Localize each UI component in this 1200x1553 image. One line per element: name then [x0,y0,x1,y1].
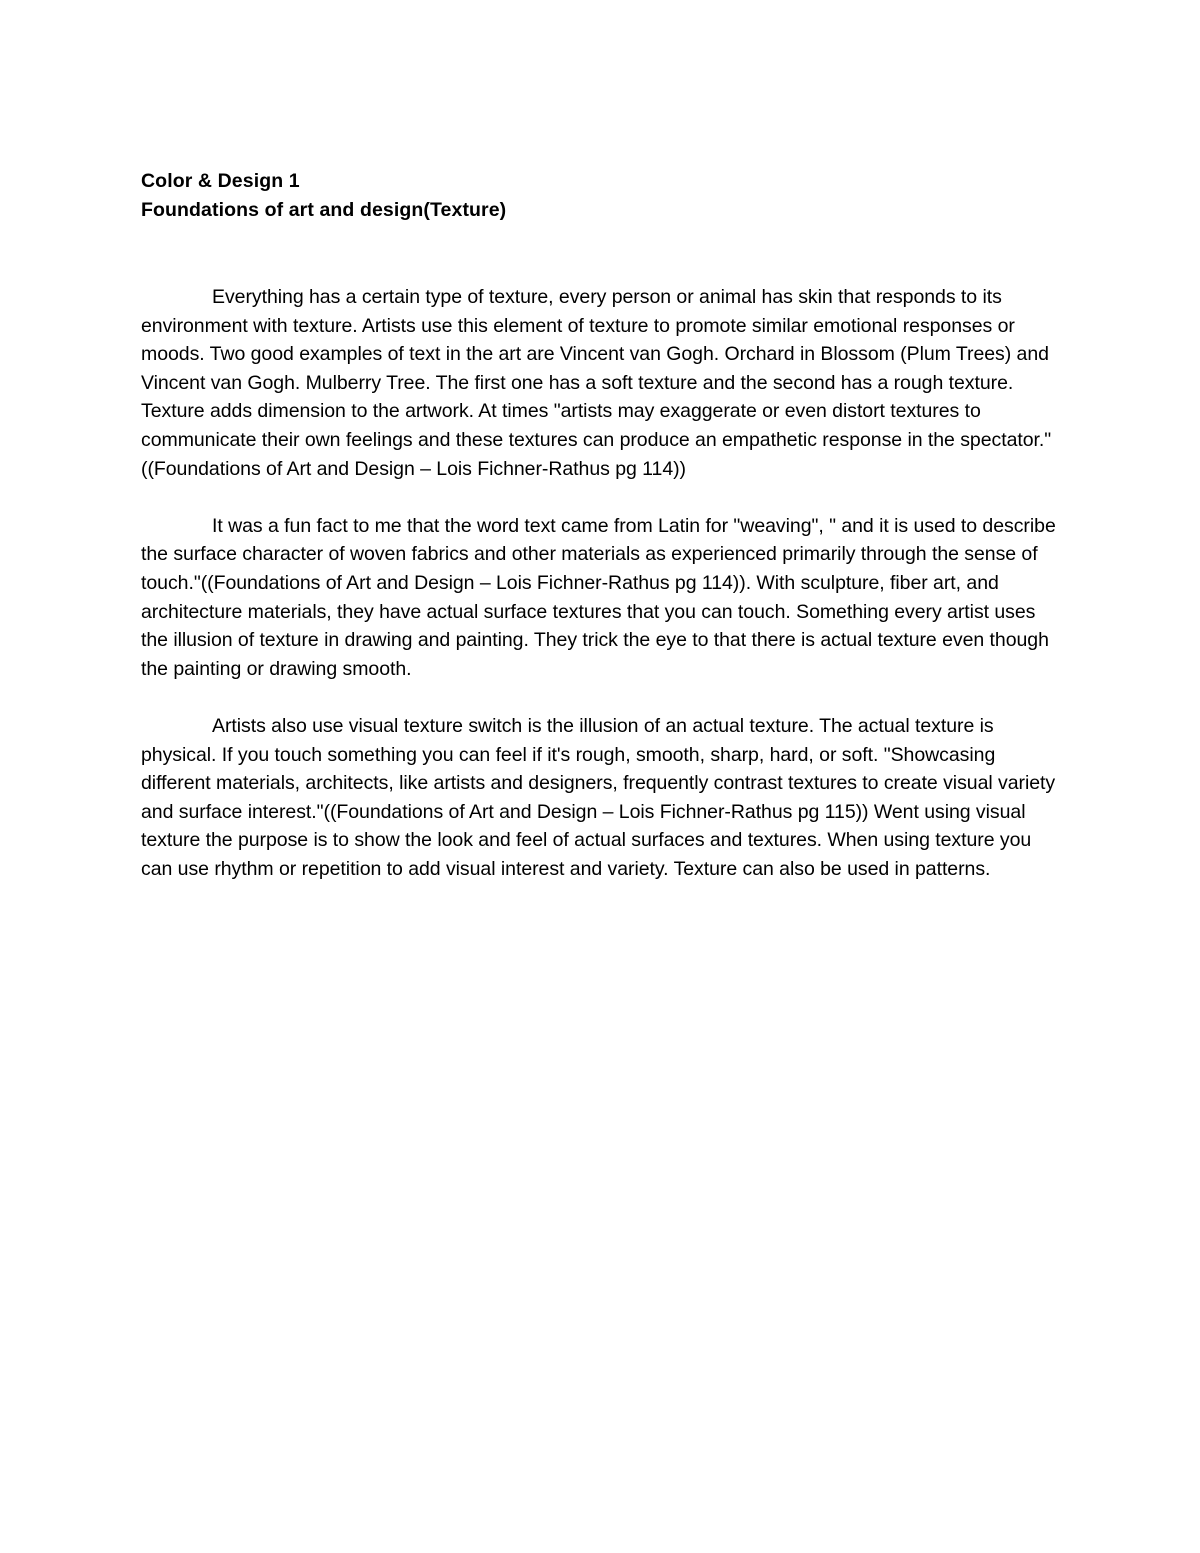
paragraph-3: Artists also use visual texture switch is the illusion of an actual texture. The actual texture is physical. If you touch something you can feel if it's rough, smooth, sharp, hard, or soft. "Showcasing different materials, architects, like artists and designers, frequently contrast textures to create visual variety and surface interest."((Foundations of Art and Design – Lois Fichner-Rathus pg 115)) Went using visual texture the purpose is to show the look and feel of actual surfaces and textures. When using texture you can use rhythm or repetition to add visual interest and variety. Texture can also be used in patterns. [141,714,1056,880]
paragraph-1: Everything has a certain type of texture, every person or animal has skin that responds to its environment with texture. Artists use this element of texture to promote similar emotional responses or moods. Two good examples of text in the art are Vincent van Gogh. Orchard in Blossom (Plum Trees) and Vincent van Gogh. Mulberry Tree. The first one has a soft texture and the second has a rough texture. Texture adds dimension to the artwork. At times "artists may exaggerate or even distort textures to communicate their own feelings and these textures can produce an empathetic response in the spectator."((Foundations of Art and Design – Lois Fichner-Rathus pg 114)) [141,286,1052,480]
heading-spacer [141,225,1059,283]
paragraph-2: It was a fun fact to me that the word text came from Latin for "weaving", " and it is used to describe the surface character of woven fabrics and other materials as experienced primarily through the sense of touch."((Foundations of Art and Design – Lois Fichner-Rathus pg 114)). With sculpture, fiber art, and architecture materials, they have actual surface textures that you can touch. Something every artist uses the illusion of texture in drawing and painting. They trick the eye to that there is actual texture even though the painting or drawing smooth. [141,514,1056,680]
document-title: Color & Design 1 [141,170,300,192]
document-subtitle: Foundations of art and design(Texture) [141,199,507,221]
document-body [141,167,1059,912]
